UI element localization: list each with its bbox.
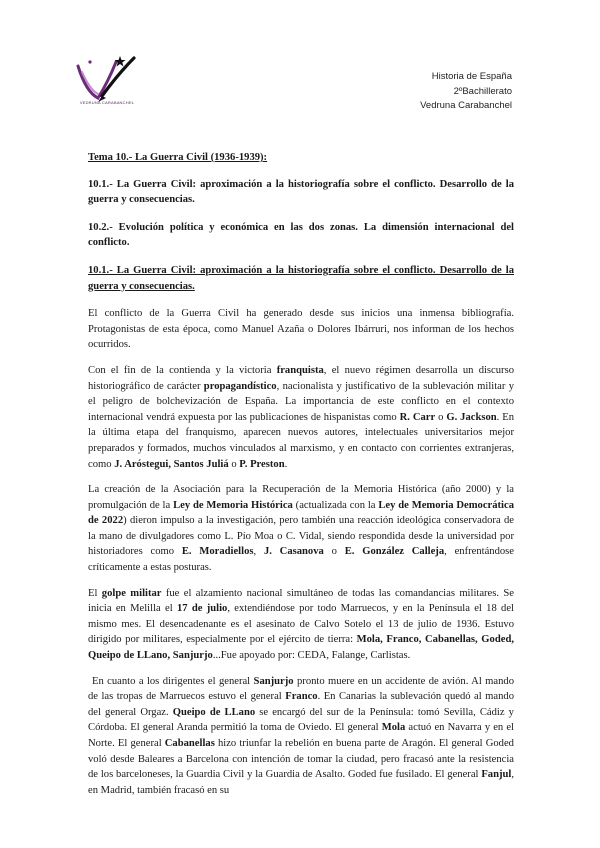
bold-term: Cabanellas	[164, 738, 215, 749]
bold-term: Mola, Franco, Cabanellas, Goded, Queipo de LLano, Sanjurjo	[88, 634, 514, 662]
text-span: pronto muere en un accidente de avión. Al mando de las tropas de Marruecos estuvo el general	[88, 675, 515, 703]
paragraph-2	[88, 363, 514, 472]
school-label: Vedruna Carabanchel	[420, 100, 512, 111]
document-header	[420, 70, 512, 114]
text-span: o	[435, 411, 447, 423]
text-span: hizo triunfar la rebelión en buena parte de Aragón. El general Goded voló desde Baleares a Barcelona con intención de tomar la ciudad, pero fracasó ante la resistencia de los barceloneses, la Guardia Civil y la Guardia de Asalto. Goded fue fusilado. El general	[88, 738, 514, 781]
bold-term: Franco	[285, 691, 318, 703]
text-span: ...Fue apoyado por: CEDA, Falange, Carlistas.	[212, 650, 411, 662]
paragraph-3	[88, 482, 514, 576]
bold-term: Fanjul	[481, 769, 512, 781]
text-span: fue el alzamiento nacional simultáneo de todas las comandancias militares. Se inicia en Melilla el	[88, 587, 514, 615]
subject-label: Historia de España	[431, 71, 512, 82]
text-span: , enfrentándose críticamente a estas posturas.	[88, 546, 514, 574]
bold-term: Ley de Memoria Histórica	[173, 499, 293, 511]
bold-term: 17 de julio	[176, 603, 228, 615]
text-span: ) dieron impulso a la investigación, pero también una reacción ideológica conservadora de la mano de divulgadores como L. Pío Moa o C. Vidal, siendo respondida desde la universidad por historiadores como	[88, 515, 514, 558]
bold-term: golpe militar	[101, 587, 162, 599]
unit-title: Tema 10.- La Guerra Civil (1936-1939):	[88, 152, 268, 163]
bold-term: E. Moradiellos	[181, 546, 254, 558]
paragraph-5	[88, 674, 514, 799]
bold-term: Mola	[381, 722, 406, 734]
text-span: El conflicto de la Guerra Civil ha generado desde sus inicios una inmensa bibliografía. Protagonistas de esta época, como Manuel Azaña o Dolores Ibárruri, nos informan de los hechos ocurridos.	[88, 308, 514, 351]
text-span: (actualizada con la	[292, 499, 379, 511]
text-span: La creación de la Asociación para la Recuperación de la Memoria Histórica (año 2000) y la promulgación de la	[88, 484, 514, 511]
bold-term: Ley de Memoria Democrática de 2022	[88, 499, 514, 527]
text-span: o	[228, 458, 240, 470]
paragraph-1	[88, 306, 514, 353]
bold-term: Sanjurjo	[253, 675, 294, 687]
paragraph-4	[88, 586, 514, 664]
text-span: . En la última etapa del franquismo, aparecen nuevos autores, intelectuales universitarios mejor preparados y formados, muchos vinculados al marxismo, y en contacto con corrientes extranjeras, como	[88, 411, 514, 470]
text-span: o	[323, 546, 345, 558]
bold-term: Queipo de LLano	[172, 706, 256, 718]
text-span: , en Madrid, también fracasó en su	[88, 769, 514, 796]
text-span: ,	[253, 546, 264, 558]
logo-emblem-icon	[72, 52, 142, 104]
text-span: se encargó del sur de la Península: tomó Sevilla, Cádiz y Córdoba. El general Aranda permitió la toma de Oviedo. El general	[88, 706, 514, 734]
text-span: actuó en Navarra y en el Norte. El general	[88, 722, 514, 749]
logo-text: VEDRUNA CARABANCHEL	[79, 100, 135, 105]
bold-term: E. González Calleja	[344, 546, 445, 558]
school-logo	[72, 52, 142, 118]
bold-term: J. Aróstegui, Santos Juliá	[114, 458, 229, 470]
section-heading-1: 10.1.- La Guerra Civil: aproximación a la historiografía sobre el conflicto. Desarrollo de la guerra y consecuencias.	[88, 178, 514, 206]
bold-term: G. Jackson	[446, 411, 497, 423]
text-span: , nacionalista y justificativo de la sublevación militar y el peligro de bolchevización de España. La importancia de este conflicto en el contexto internacional vendrá expuesta por las publicaciones de hispanistas como	[88, 380, 514, 423]
document-body	[88, 150, 514, 808]
section-heading-3: 10.1.- La Guerra Civil: aproximación a la historiografía sobre el conflicto. Desarrollo de la guerra y consecuencias.	[88, 264, 514, 292]
bold-term: J. Casanova	[263, 546, 324, 558]
text-span: .	[284, 458, 288, 470]
text-span: En cuanto a los dirigentes el general	[92, 675, 254, 687]
section-heading-2: 10.2.- Evolución política y económica en las dos zonas. La dimensión internacional del conflicto.	[88, 221, 514, 249]
text-span: Con el fin de la contienda y la victoria	[88, 364, 277, 376]
text-span: El	[88, 587, 102, 599]
course-label: 2ºBachillerato	[453, 85, 512, 97]
bold-term: franquista	[276, 364, 324, 376]
bold-term: P. Preston	[239, 458, 285, 470]
text-span: . En Canarias la sublevación quedó al mando del general Orgaz.	[88, 691, 514, 718]
bold-term: propagandístico	[203, 380, 277, 392]
text-span: , extendiéndose por todo Marruecos, y en la Península el 18 del mismo mes. El desencadenante es el asesinato de Calvo Sotelo el 13 de julio de 1936. Estuvo dirigido por militares, especialmente por el ejército de tierra:	[88, 603, 514, 646]
bold-term: R. Carr	[399, 411, 436, 423]
text-span: , el nuevo régimen desarrolla un discurso historiográfico de carácter	[88, 364, 515, 392]
